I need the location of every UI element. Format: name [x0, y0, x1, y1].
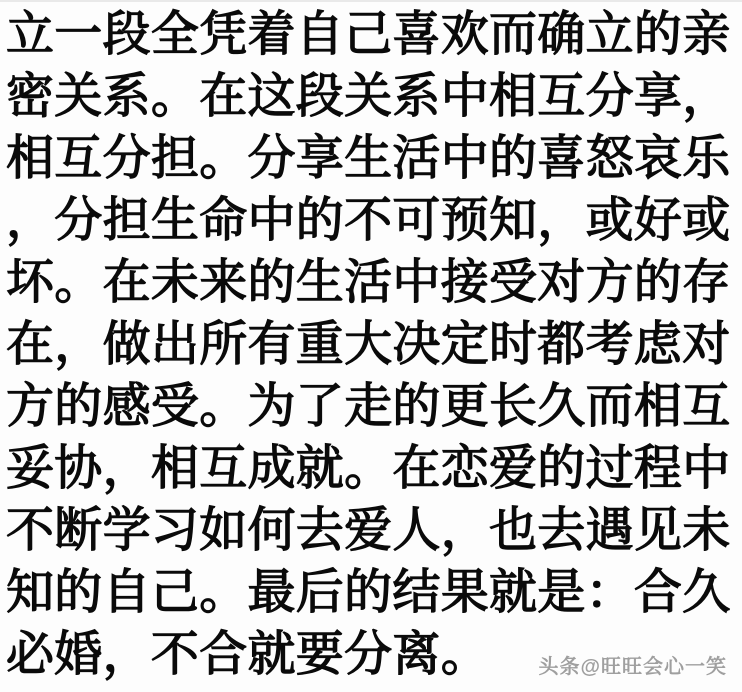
text-line: 妥协，相互成就。在恋爱的过程中 — [6, 442, 731, 495]
text-line: 相互分担。分享生活中的喜怒哀乐 — [6, 132, 731, 185]
text-line: 必婚，不合就要分离。 — [6, 628, 490, 681]
text-line: 密关系。在这段关系中相互分享， — [6, 70, 731, 123]
text-line: 立一段全凭着自己喜欢而确立的亲 — [6, 8, 731, 61]
text-line: ，分担生命中的不可预知，或好或 — [6, 194, 731, 247]
watermark-text: 头条@旺旺会心一笑 — [538, 656, 727, 678]
text-line: 坏。在未来的生活中接受对方的存 — [6, 256, 731, 309]
text-image — [0, 2, 742, 692]
text-line: 知的自己。最后的结果就是：合久 — [6, 566, 731, 619]
text-line: 不断学习如何去爱人，也去遇见未 — [6, 504, 731, 557]
text-line: 在，做出所有重大决定时都考虑对 — [6, 318, 731, 371]
watermark — [538, 656, 727, 678]
text-line: 方的感受。为了走的更长久而相互 — [6, 380, 731, 433]
paragraph-text — [6, 4, 742, 686]
